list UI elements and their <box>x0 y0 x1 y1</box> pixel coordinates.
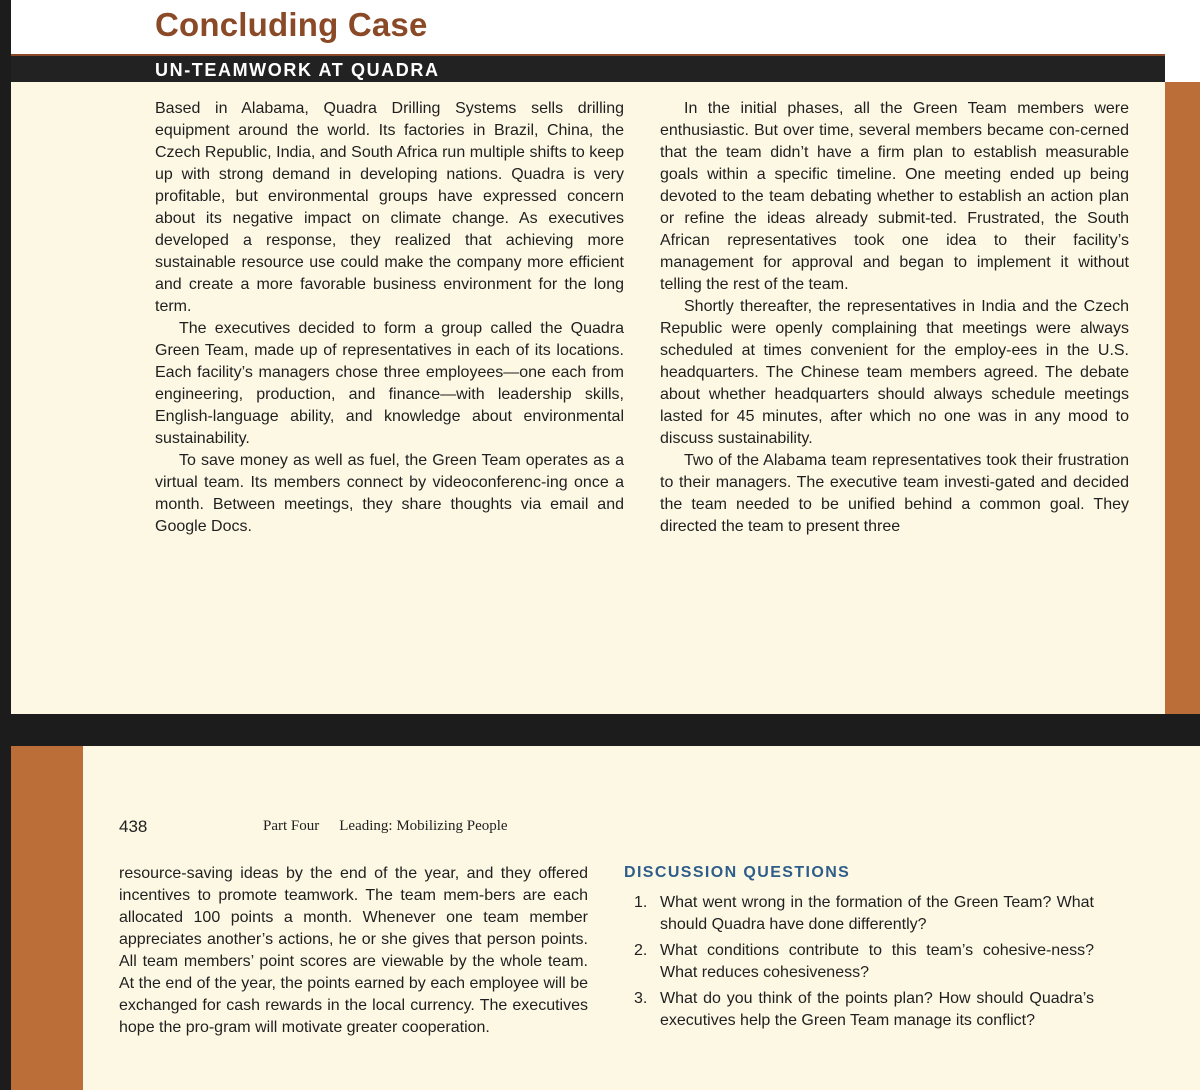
part-label: Part Four <box>263 818 320 834</box>
question-item <box>634 940 1094 984</box>
continued-text-column <box>119 863 588 1039</box>
page-number: 438 <box>119 817 148 836</box>
question-item <box>634 892 1094 936</box>
paragraph: Shortly thereafter, the representatives in India and the Czech Republic were openly complaining that meetings were always scheduled at times convenient for the employ-ees in the U.S. headquarters. The Chinese team members agreed. The debate about whether headquarters should always schedule meetings lasted for 45 minutes, after which no one was in any mood to discuss sustainability. <box>660 298 1129 447</box>
paragraph: The executives decided to form a group called the Quadra Green Team, made up of representatives in each of its locations. Each facility’s managers chose three employees—one each from engineering, production, and finance—with leadership skills, English-language ability, and knowledge about environmental sustainability. <box>155 320 624 447</box>
paragraph: Based in Alabama, Quadra Drilling Systems sells drilling equipment around the world. Its factories in Brazil, China, the Czech Republic, India, and South Africa run multiple shifts to keep up with strong demand in developing nations. Quadra is very profitable, but environmental groups have expressed concern about its negative impact on climate change. As executives developed a response, they realized that achieving more sustainable resource use could make the company more efficient and create a more favorable business environment for the long term. <box>155 100 624 315</box>
left-accent-stripe <box>11 746 83 1090</box>
part-title: Leading: Mobilizing People <box>339 818 508 834</box>
paragraph: resource-saving ideas by the end of the year, and they offered incentives to promote teamwork. The team mem-bers are each allocated 100 points a month. Whenever one team member appreciates another’s actions, he or she gives that person points. All team members’ point scores are viewable by the whole team. At the end of the year, the points earned by each employee will be exchanged for cash rewards in the local currency. The executives hope the pro-gram will motivate greater cooperation. <box>119 865 588 1036</box>
left-text-column <box>155 98 624 538</box>
paragraph: To save money as well as fuel, the Green Team operates as a virtual team. Its members connect by videoconferenc-ing once a month. Between meetings, they share thoughts via email and Google Docs. <box>155 452 624 535</box>
paragraph: In the initial phases, all the Green Team members were enthusiastic. But over time, several members became con-cerned that the team didn’t have a firm plan to establish measurable goals within a specific timeline. One meeting ended up being devoted to the team debating whether to establish an action plan or refine the ideas already submit-ted. Frustrated, the South African representatives took one idea to their facility’s management for approval and began to implement it without telling the rest of the team. <box>660 100 1129 293</box>
case-title: UN-TEAMWORK AT QUADRA <box>155 60 440 80</box>
page-gap <box>0 714 1200 746</box>
page-top <box>11 0 1200 714</box>
question-number: 2. <box>634 942 648 959</box>
question-text: What do you think of the points plan? How should Quadra’s executives help the Green Team manage its conflict? <box>660 990 1094 1029</box>
page-bottom <box>11 746 1200 1090</box>
question-text: What conditions contribute to this team’s cohesive-ness? What reduces cohesiveness? <box>660 942 1094 981</box>
discussion-heading: DISCUSSION QUESTIONS <box>624 864 851 881</box>
discussion-questions <box>634 892 1094 1036</box>
right-accent-stripe <box>1165 82 1200 714</box>
section-title: Concluding Case <box>155 6 428 43</box>
question-number: 1. <box>634 894 648 911</box>
paragraph: Two of the Alabama team representatives took their frustration to their managers. The executive team investi-gated and decided the team needed to be unified behind a common goal. They directed the team to present three <box>660 452 1129 535</box>
question-item <box>634 988 1094 1032</box>
question-number: 3. <box>634 990 648 1007</box>
case-title-bar <box>11 54 1165 82</box>
question-text: What went wrong in the formation of the Green Team? What should Quadra have done differently? <box>660 894 1094 933</box>
running-header <box>263 818 508 835</box>
right-text-column <box>660 98 1129 538</box>
